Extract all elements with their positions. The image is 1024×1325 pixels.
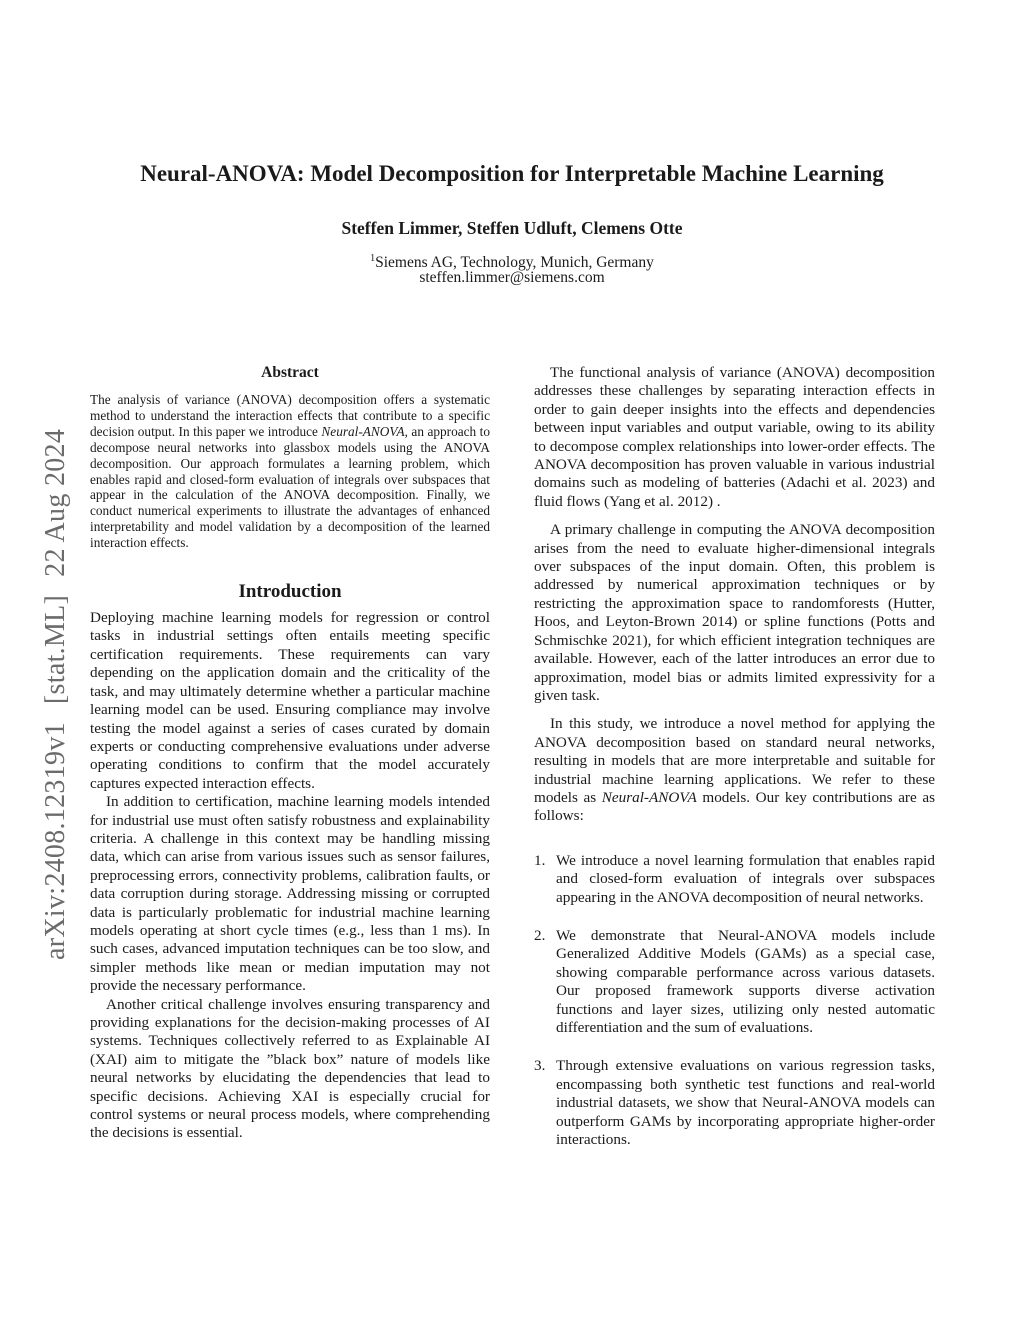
paper-authors: Steffen Limmer, Steffen Udluft, Clemens Otte bbox=[341, 218, 683, 238]
intro-paragraph-2: In addition to certification, machine learning models intended for industrial use must often satisfy robustness and explainability criteria. A challenge in this context may be handling missing data, which can arise from various issues such as sensor failures, preprocessing errors, connectivity problems, calibration faults, or data corruption during storage. Addressing missing or corrupted data is particularly problematic for industrial machine learning models operating at short cycle times (e.g., less than 1 ms). In such cases, advanced imputation techniques can be too slow, and simpler methods like mean or median imputation may not provide the necessary performance. bbox=[90, 793, 490, 995]
paper-title: Neural-ANOVA: Model Decomposition for Interpretable Machine Learning bbox=[140, 161, 884, 186]
abstract-emph: Neural-ANOVA bbox=[321, 423, 405, 439]
abstract-text-part2: , an approach to decompose neural networks into glassbox models using the ANOVA decomposition. Our approach formulates a learning problem, which enables rapid and closed-form evaluation of integrals over subspaces that appear in the calculation of the ANOVA decomposition. Finally, we conduct numerical experiments to illustrate the advantages of enhanced interpretability and model validation by a decomposition of the learned interaction effects. bbox=[90, 423, 490, 551]
list-item bbox=[534, 1057, 935, 1149]
list-item-text: We demonstrate that Neural-ANOVA models include Generalized Additive Models (GAMs) as a special case, showing comparable performance across various datasets. Our proposed framework supports diverse activation functions and layer sizes, utilizing only nested automatic differentiation and the sum of evaluations. bbox=[556, 926, 935, 1036]
abstract-text-part1: The analysis of variance (ANOVA) decomposition offers a systematic method to understand the interaction effects that contribute to a specific decision output. In this paper we introduce bbox=[90, 392, 490, 439]
intro-paragraph-6 bbox=[534, 715, 935, 825]
list-item-number: 1. bbox=[534, 851, 546, 869]
intro-paragraph-4: The functional analysis of variance (ANOVA) decomposition addresses these challenges by separating interaction effects in order to gain deeper insights into the effects and dependencies between input variables and output variable, owing to its ability to decompose complex relationships into lower-order effects. The ANOVA decomposition has proven valuable in various industrial domains such as modeling of batteries (Adachi et al. 2023) and fluid flows (Yang et al. 2012) . bbox=[534, 364, 935, 510]
list-item-text: We introduce a novel learning formulation that enables rapid and closed-form evaluation of integrals over subspaces appearing in the ANOVA decomposition of neural networks. bbox=[556, 851, 935, 906]
introduction-heading: Introduction bbox=[238, 581, 342, 603]
abstract-text bbox=[90, 392, 490, 551]
right-column bbox=[534, 364, 935, 1169]
intro-paragraph-3: Another critical challenge involves ensuring transparency and providing explanations for the decision-making processes of AI systems. Techniques collectively referred to as Explainable AI (XAI) aim to mitigate the ”black box” nature of models like neural networks by elucidating the dependencies that lead to specific decisions. Achieving XAI is especially crucial for control systems or neural process models, where comprehending the decisions is essential. bbox=[90, 995, 490, 1142]
arxiv-date: 22 Aug 2024 bbox=[40, 428, 71, 577]
arxiv-category: [stat.ML] bbox=[40, 594, 71, 705]
arxiv-side-identifier bbox=[40, 340, 72, 960]
arxiv-id: arXiv:2408.12319v1 bbox=[40, 722, 71, 960]
affiliation-mark: 1 bbox=[370, 253, 376, 264]
intro-paragraph-5: A primary challenge in computing the ANOVA decomposition arises from the need to evaluate higher-dimensional integrals over subspaces of the input domain. Often, this problem is addressed by numerical approximation techniques or by restricting the approximation space to randomforests (Hutter, Hoos, and Leyton-Brown 2014) or spline functions (Potts and Schmischke 2021), for which efficient integration techniques are available. However, each of the latter introduces an error due to approximation, model bias or admits limited expressivity for a given task. bbox=[534, 521, 935, 704]
author-email: steffen.limmer@siemens.com bbox=[419, 269, 605, 286]
list-item-number: 3. bbox=[534, 1057, 546, 1075]
affiliation-text: Siemens AG, Technology, Munich, Germany bbox=[375, 254, 654, 271]
contributions-list bbox=[534, 852, 935, 1150]
intro-paragraph-6-emph: Neural-ANOVA bbox=[601, 788, 697, 806]
abstract-heading: Abstract bbox=[261, 364, 319, 381]
list-item-number: 2. bbox=[534, 926, 546, 944]
left-column bbox=[90, 364, 490, 1143]
intro-paragraph-6-part1: In this study, we introduce a novel method for applying the ANOVA decomposition based on standard neural networks, resulting in models that are more interpretable and suitable for industrial machine learning applications. We refer to these models as bbox=[534, 715, 935, 806]
intro-paragraph-1: Deploying machine learning models for regression or control tasks in industrial settings often entails meeting specific certification requirements. These requirements can vary depending on the application domain and the criticality of the task, and may ultimately determine whether a particular machine learning model can be used. Ensuring compliance may involve testing the model against a series of cases curated by domain experts or conducting comprehensive evaluations under adverse operating conditions to confirm that the model accurately captures expected interaction effects. bbox=[90, 609, 490, 792]
intro-paragraph-6-part2: models. Our key contributions are as follows: bbox=[534, 788, 935, 825]
list-item-text: Through extensive evaluations on various regression tasks, encompassing both synthetic test functions and real-world industrial datasets, we show that Neural-ANOVA models can outperform GAMs by incorporating appropriate higher-order interactions. bbox=[556, 1057, 935, 1149]
list-item bbox=[534, 852, 935, 907]
list-item bbox=[534, 927, 935, 1037]
